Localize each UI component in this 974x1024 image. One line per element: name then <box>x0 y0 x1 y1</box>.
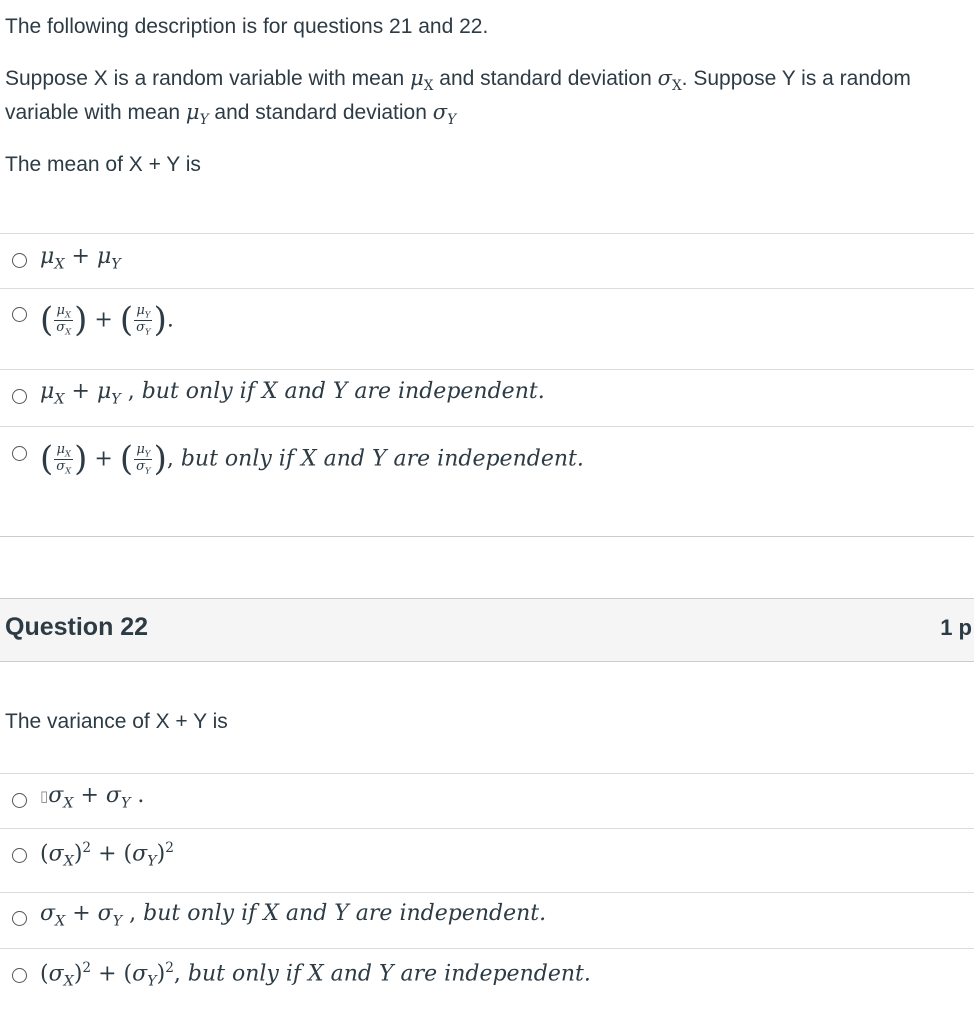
question-22-prompt: The variance of X + Y is <box>5 710 228 733</box>
radio-button[interactable] <box>12 793 27 808</box>
missing-glyph-icon: ▯ <box>40 787 49 805</box>
divider <box>0 369 974 370</box>
mu-y-symbol: $\mu_Y$ <box>185 100 209 129</box>
sigma-y-symbol: $\sigma_Y$ <box>432 100 457 129</box>
answer-math: $▯\sigma_X + \sigma_Y$ . <box>40 783 145 812</box>
answer-math: $(\sigma_X)^2 + (\sigma_Y)^2$, but only if X and Y are independent. <box>40 960 591 990</box>
divider <box>0 288 974 289</box>
sigma-x-symbol: $\sigma_X$ <box>657 66 682 95</box>
answer-math: $\sigma_X + \sigma_Y$ , but only if X and Y are independent. <box>40 901 547 930</box>
divider <box>0 233 974 234</box>
answer-math: ( $\frac{\mu_X}{\sigma_X}$ ) + ( $\frac{\mu_Y}{\sigma_Y}$ ), but only if X and Y are independent. <box>40 439 584 479</box>
answer-math: $\mu_X + \mu_Y$ , but only if X and Y are independent. <box>40 379 545 408</box>
question-title: Question 22 <box>5 613 149 641</box>
radio-button[interactable] <box>12 253 27 268</box>
radio-button[interactable] <box>12 446 27 461</box>
divider <box>0 948 974 949</box>
description-text: . Suppose Y is a random <box>681 67 911 90</box>
divider <box>0 426 974 427</box>
question-21-prompt: The mean of X + Y is <box>5 153 201 176</box>
divider <box>0 828 974 829</box>
description-text: variable with mean <box>5 101 186 124</box>
answer-math: $\mu_X + \mu_Y$ <box>40 244 121 273</box>
question-22-header <box>0 598 974 662</box>
description-line-1 <box>5 62 911 98</box>
radio-button[interactable] <box>12 968 27 983</box>
question-points: 1 p <box>940 615 972 640</box>
mu-x-symbol: $\mu_X$ <box>410 66 434 95</box>
radio-button[interactable] <box>12 848 27 863</box>
question-separator <box>0 536 974 537</box>
answer-math: ( $\frac{\mu_X}{\sigma_X}$ ) + ( $\frac{\mu_Y}{\sigma_Y}$ ). <box>40 300 174 340</box>
shared-description-intro: The following description is for questions 21 and 22. <box>5 15 489 38</box>
divider <box>0 892 974 893</box>
description-text: and standard deviation <box>433 67 658 90</box>
radio-button[interactable] <box>12 911 27 926</box>
description-text: and standard deviation <box>208 101 433 124</box>
divider <box>0 773 974 774</box>
description-text: Suppose X is a random variable with mean <box>5 67 411 90</box>
radio-button[interactable] <box>12 307 27 322</box>
radio-button[interactable] <box>12 389 27 404</box>
description-line-2 <box>5 96 456 132</box>
answer-math: $(\sigma_X)^2 + (\sigma_Y)^2$ <box>40 840 174 870</box>
